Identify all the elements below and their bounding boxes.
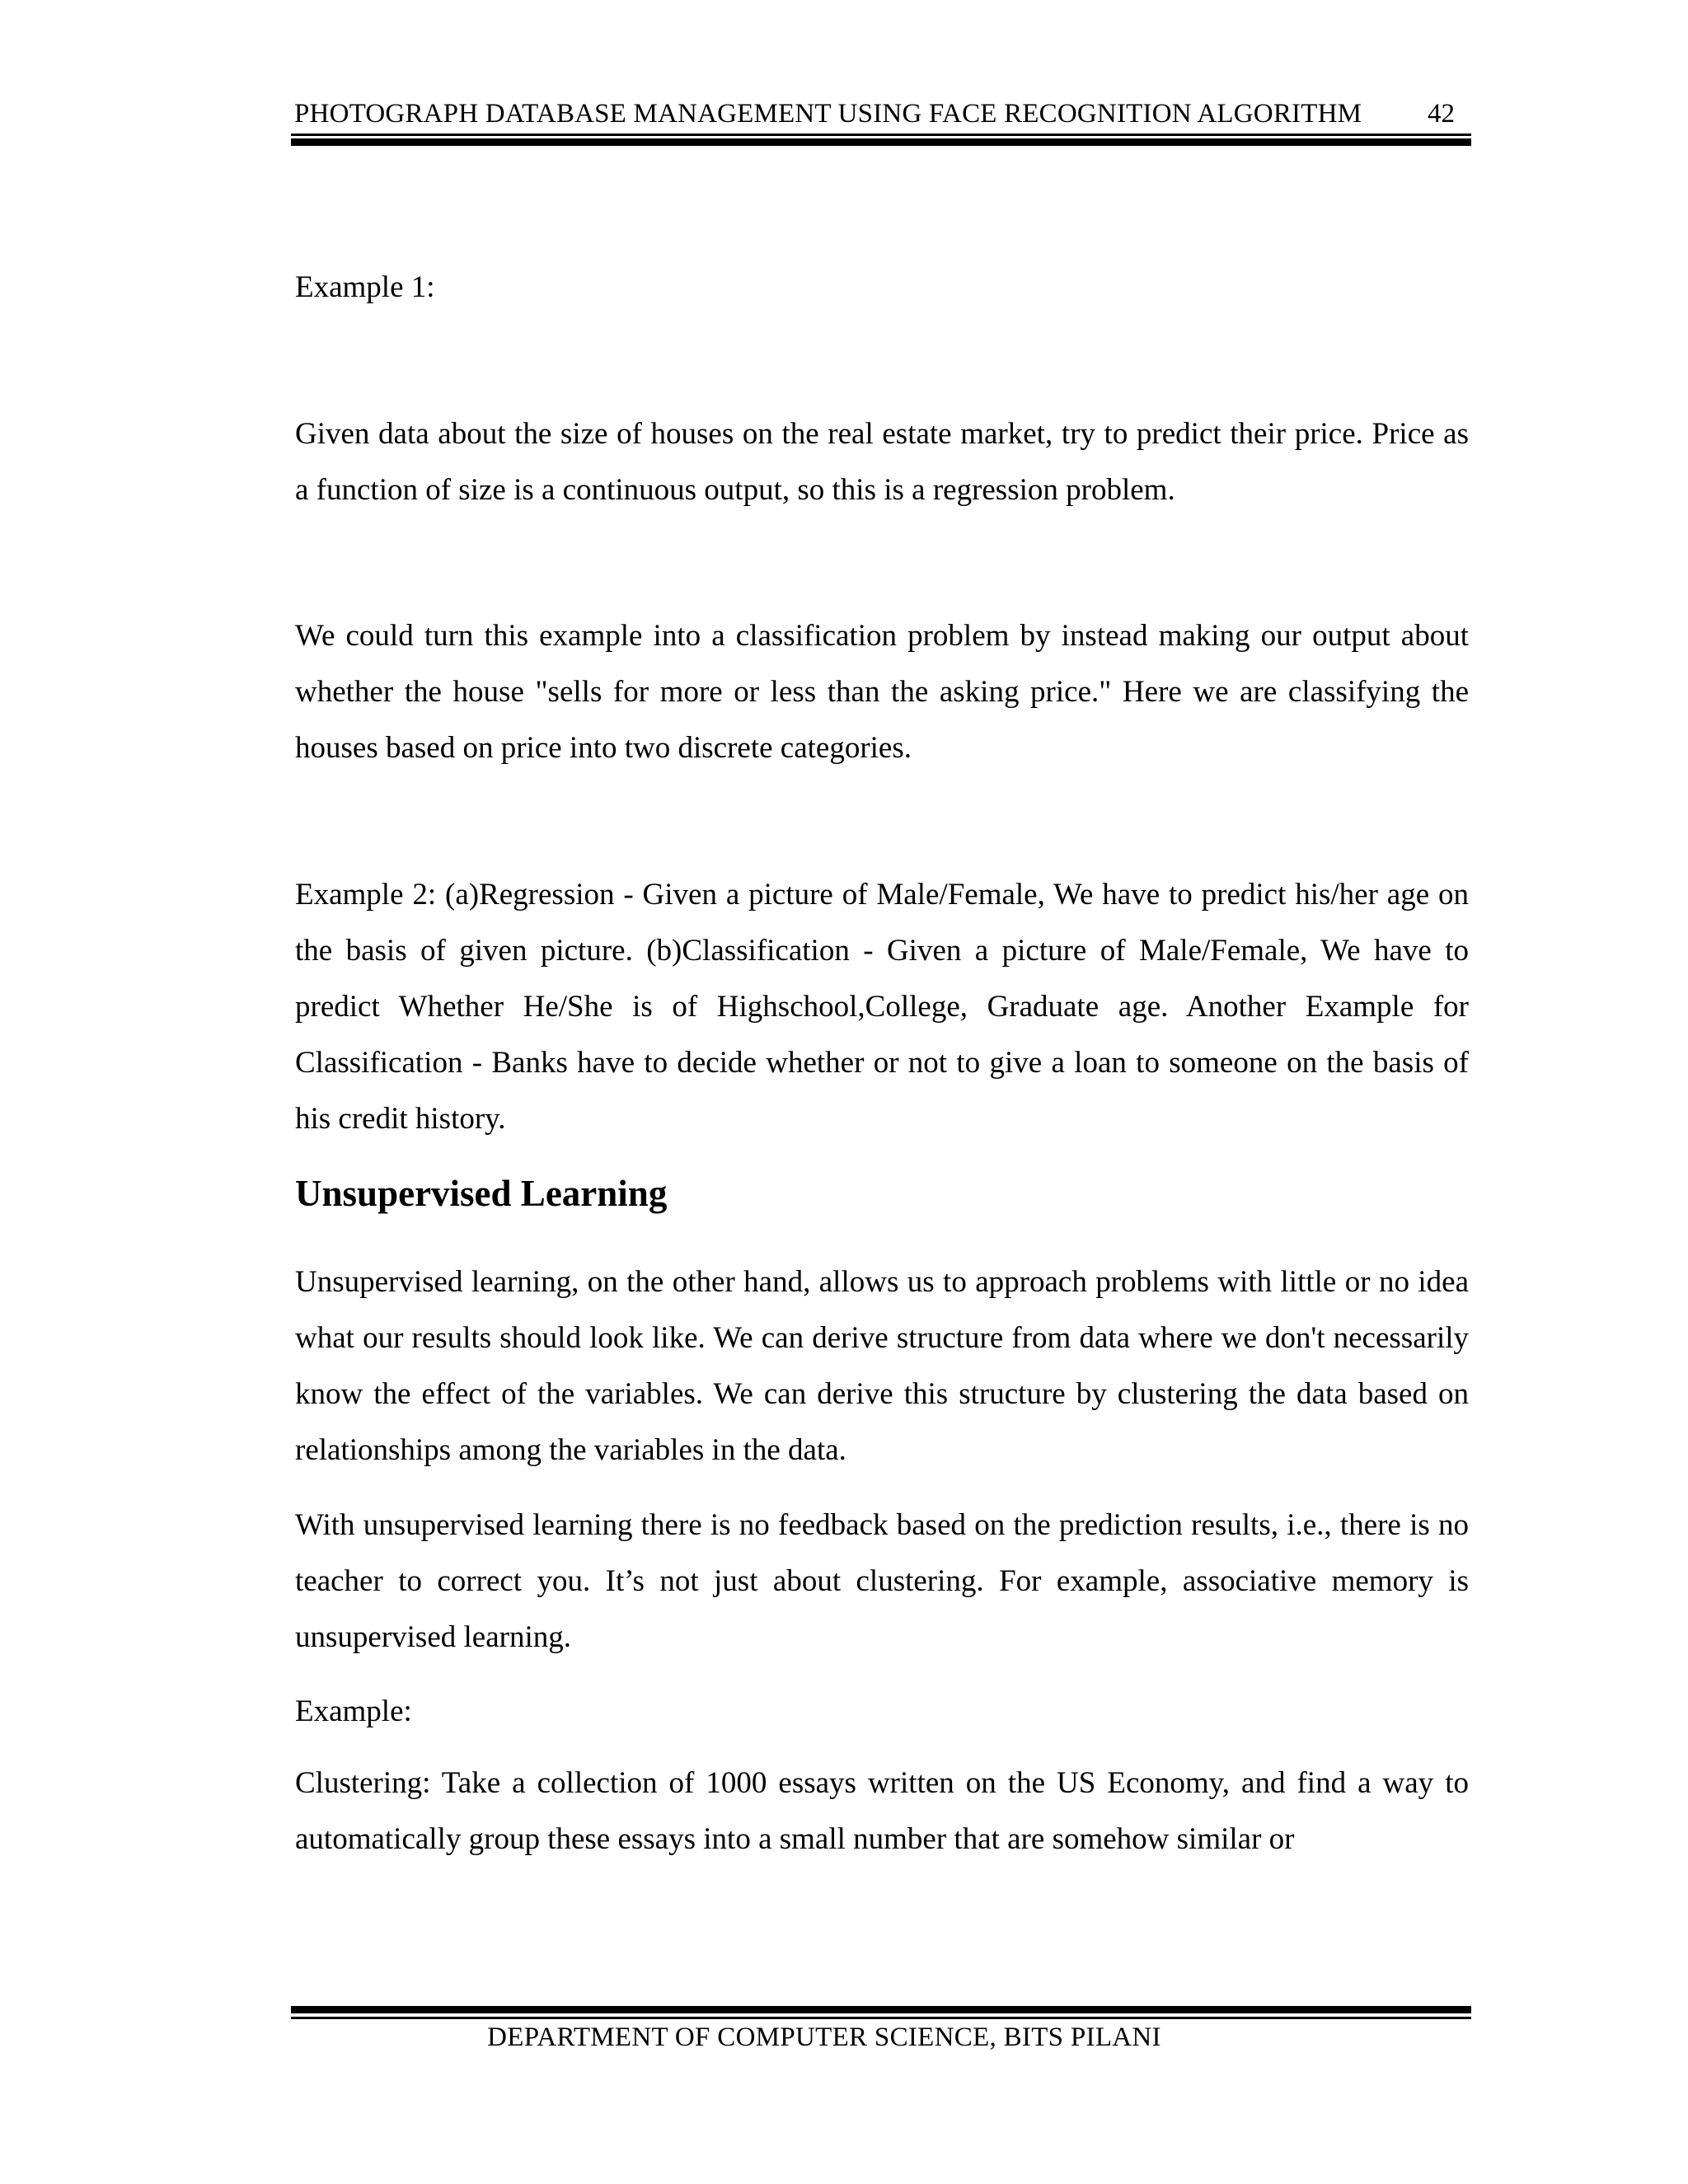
example-label: Example: <box>295 1694 412 1728</box>
page-header <box>291 99 1471 132</box>
header-rule-thick <box>291 138 1471 146</box>
paragraph-clustering: Clustering: Take a collection of 1000 essays written on the US Economy, and find a way to automatically group these essays into a small number that are somehow similar or <box>295 1766 1469 1856</box>
paragraph-unsupervised-intro: Unsupervised learning, on the other hand, allows us to approach problems with little or no idea what our results should look like. We can derive structure from data where we don't necessarily know the effect of the variables. We can derive this structure by clustering the data based on relationships among the variables in the data. <box>295 1265 1469 1467</box>
paragraph-example-2: Example 2: (a)Regression - Given a picture of Male/Female, We have to predict his/her age on the basis of given picture. (b)Classification - Given a picture of Male/Female, We have to predict Whether He/She is of Highschool,College, Graduate age. Another Example for Classification - Banks have to decide whether or not to give a loan to someone on the basis of his credit history. <box>295 878 1469 1136</box>
example-1-label: Example 1: <box>295 270 435 304</box>
paragraph-house-classification: We could turn this example into a classification problem by instead making our output about whether the house "sells for more or less than the asking price." Here we are classifying the houses based on price into two discrete categories. <box>295 619 1469 765</box>
footer-rule-thick <box>291 2006 1471 2013</box>
footer-department: DEPARTMENT OF COMPUTER SCIENCE, BITS PILANI <box>487 2022 1161 2052</box>
paragraph-no-feedback: With unsupervised learning there is no feedback based on the prediction results, i.e., there is no teacher to correct you. It’s not just about clustering. For example, associative memory is unsupervised learning. <box>295 1508 1469 1654</box>
paragraph-house-regression: Given data about the size of houses on the real estate market, try to predict their price. Price as a function of size is a continuous output, so this is a regression problem. <box>295 417 1469 507</box>
page-number: 42 <box>1428 99 1455 129</box>
header-title: PHOTOGRAPH DATABASE MANAGEMENT USING FACE RECOGNITION ALGORITHM <box>294 99 1362 129</box>
footer-rule-thin <box>291 2017 1471 2019</box>
section-heading: Unsupervised Learning <box>295 1173 668 1214</box>
header-rule-thin <box>291 134 1471 136</box>
